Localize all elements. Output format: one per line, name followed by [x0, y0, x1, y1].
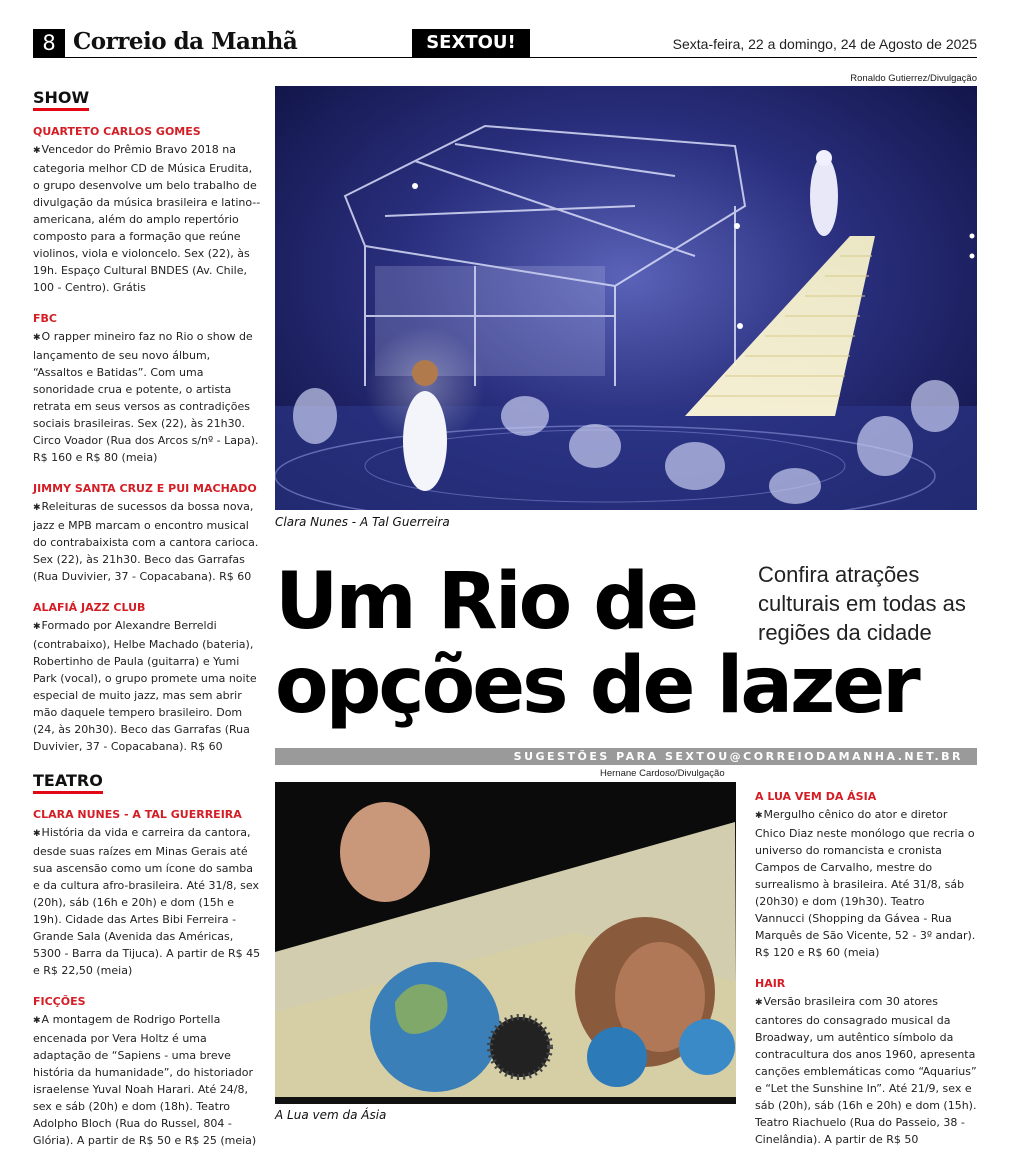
listing-body: ✱ Vencedor do Prêmio Bravo 2018 na categoria melhor CD de Música Erudita, o grupo desenvolve um belo trabalho de divulgação da música brasileira e latino--americana, além do amplo repertório composto para a formação que reúne violinos, viola e violoncelo. Sex (22), às 19h. Espaço Cultural BNDES (Av. Chile, 100 - Centro). Grátis — [33, 141, 261, 296]
photo-caption-bottom: A Lua vem da Ásia — [275, 1108, 387, 1122]
listing-body: ✱ Formado por Alexandre Berreldi (contrabaixo), Helbe Machado (bateria), Robertinho de Paula (guitarra) e Yumi Park (vocal), o grupo promete uma noite especial de muito jazz, mas sem abrir mão daquele tempero brasileiro. Dom (24, às 20h30). Beco das Garrafas (Rua Duvivier, 37 - Copacabana). R$ 60 — [33, 617, 261, 755]
listing-item — [755, 977, 977, 1148]
listing-title: FBC — [33, 312, 57, 325]
listing-item — [33, 808, 261, 979]
listing-title: FICÇÕES — [33, 995, 86, 1008]
listing-title: HAIR — [755, 977, 786, 990]
listing-body: ✱ Versão brasileira com 30 atores cantores do consagrado musical da Broadway, um autêntico símbolo da contracultura dos anos 1960, apresenta canções emblemáticas como “Aquarius” e “Let the Sunshine In”. Até 21/9, sex e sáb (20h), sáb (16h e 20h) e dom (15h). Teatro Riachuelo (Rua do Passeio, 38 - Cinelândia). A partir de R$ 50 — [755, 993, 977, 1148]
suggestions-bar: SUGESTÕES PARA SEXTOU@CORREIODAMANHA.NET.BR — [275, 748, 977, 765]
stage-scene-illustration — [275, 86, 977, 510]
stage-photo — [275, 86, 977, 510]
listing-title: JIMMY SANTA CRUZ E PUI MACHADO — [33, 482, 257, 495]
listing-body: ✱ História da vida e carreira da cantora, desde suas raízes em Minas Gerais até sua ascensão como um ícone do samba e da cultura afro-brasileira. Até 31/8, sex (20h), sáb (16h e 20h) e dom (15h e 19h). Cidade das Artes Bibi Ferreira - Grande Sala (Avenida das Américas, 5300 - Barra da Tijuca). A partir de R$ 45 e R$ 22,50 (meia) — [33, 824, 261, 979]
photo-credit-bottom: Hernane Cardoso/Divulgação — [600, 768, 725, 779]
listing-item — [755, 790, 977, 961]
listing-body: ✱ O rapper mineiro faz no Rio o show de lançamento de seu novo álbum, “Assaltos e Batidas”. Com uma sonoridade crua e potente, o artista retrata em seus versos as contradições sociais brasileiras. Sex (22), às 21h30. Circo Voador (Rua dos Arcos s/nº - Lapa). R$ 160 e R$ 80 (meia) — [33, 328, 261, 466]
listing-title: ALAFIÁ JAZZ CLUB — [33, 601, 146, 614]
listing-body: ✱ Mergulho cênico do ator e diretor Chico Diaz neste monólogo que recria o universo do romancista e cronista Campos de Carvalho, mestre do surrealismo à brasileira. Até 31/8, sáb (20h30) e dom (19h30). Teatro Vannucci (Shopping da Gávea - Rua Marquês de São Vicente, 52 - 3º andar). R$ 120 e R$ 60 (meia) — [755, 806, 977, 961]
actor-globe-illustration — [275, 782, 736, 1104]
right-column — [755, 790, 977, 1151]
listing-body: ✱ Releituras de sucessos da bossa nova, jazz e MPB marcam o encontro musical do contrabaixista com a cantora carioca. Sex (22), às 21h30. Beco das Garrafas (Rua Duvivier, 37 - Copacabana). R$ 60 — [33, 498, 261, 585]
listing-item — [33, 601, 261, 755]
listing-item — [33, 312, 261, 466]
listing-item — [33, 995, 261, 1149]
show-section — [33, 88, 261, 755]
headline-deck: Confira atrações culturais em todas as regiões da cidade — [758, 562, 966, 645]
photo-caption-top: Clara Nunes - A Tal Guerreira — [275, 515, 450, 529]
teatro-section-title: TEATRO — [33, 771, 103, 794]
left-column — [33, 88, 261, 1151]
section-tag: SEXTOU! — [412, 29, 530, 57]
teatro-section — [33, 771, 261, 1149]
listing-title: A LUA VEM DA ÁSIA — [755, 790, 877, 803]
actor-photo — [275, 782, 736, 1104]
listing-title: QUARTETO CARLOS GOMES — [33, 125, 201, 138]
newspaper-masthead: Correio da Manhã — [73, 28, 298, 55]
page-number: 8 — [33, 29, 65, 57]
headline-line-2: opções de lazer — [275, 641, 918, 731]
listing-title: CLARA NUNES - A TAL GUERREIRA — [33, 808, 242, 821]
issue-date: Sexta-feira, 22 a domingo, 24 de Agosto de 2025 — [672, 36, 977, 52]
photo-credit-top: Ronaldo Gutierrez/Divulgação — [850, 73, 977, 84]
show-section-title: SHOW — [33, 88, 89, 111]
listing-body: ✱ A montagem de Rodrigo Portella encenada por Vera Holtz é uma adaptação de “Sapiens - uma breve história da humanidade”, do historiador israelense Yuval Noah Harari. Até 24/8, sex e sáb (20h) e dom (18h). Teatro Adolpho Bloch (Rua do Russel, 804 - Glória). A partir de R$ 50 e R$ 25 (meia) — [33, 1011, 261, 1149]
listing-item — [33, 125, 261, 296]
headline-line-1: Um Rio de — [275, 557, 697, 647]
header-rule — [33, 57, 977, 58]
listing-item — [33, 482, 261, 585]
